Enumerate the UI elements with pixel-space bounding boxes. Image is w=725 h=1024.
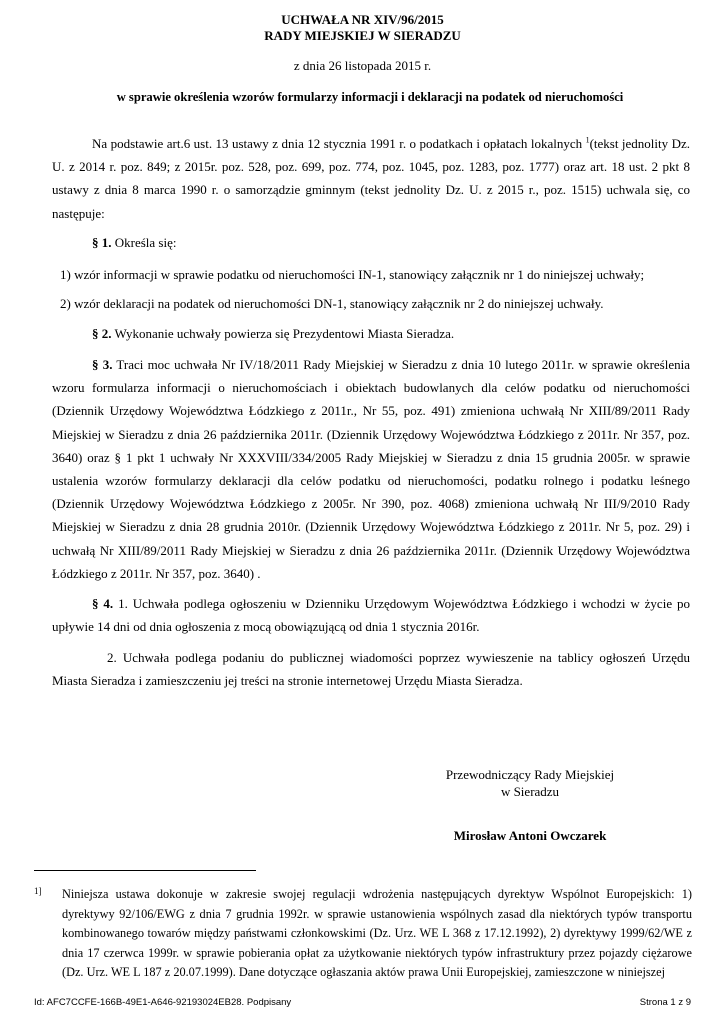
section-3-label: § 3. <box>92 357 113 372</box>
section-2-label: § 2. <box>92 326 112 341</box>
preamble <box>52 132 690 225</box>
resolution-title <box>0 12 725 44</box>
section-1-item-2: 2) wzór deklaracji na podatek od nieruchomości DN-1, stanowiący załącznik nr 2 do niniejszej uchwały. <box>60 296 604 311</box>
section-1-text: Określa się: <box>111 235 177 250</box>
section-1 <box>52 231 690 254</box>
resolution-date: z dnia 26 listopada 2015 r. <box>293 58 432 73</box>
section-3-text: Traci moc uchwała Nr IV/18/2011 Rady Miejskiej w Sieradzu z dnia 10 lutego 2011r. w sprawie określenia wzoru formularza informacji o nieruchomościach i obiektach budowlanych dla celów podatku od nieruchomości (Dziennik Urzędowy Województwa Łódzkiego z 2011r., Nr 55, poz. 491) zmieniona uchwałą Nr XIII/89/2011 Rady Miejskiej w Sieradzu z dnia 26 października 2011r. (Dziennik Urzędowy Województwa Łódzkiego z 2011r. Nr 357, poz. 3640) oraz § 1 pkt 1 uchwały Nr XXXVIII/334/2005 Rady Miejskiej w Sieradzu z dnia 15 grudnia 2005r. w sprawie ustalenia wzorów formularzy deklaracji dla celów podatku od nieruchomości, podatku rolnego i podatku leśnego (Dziennik Urzędowy Województwa Łódzkiego z 2005r. Nr 390, poz. 4068) zmieniona uchwałą Nr III/9/2010 Rady Miejskiej w Sieradzu z dnia 28 grudnia 2010r. (Dziennik Urzędowy Województwa Łódzkiego z 2011r. Nr 5, poz. 29) i uchwałą Nr XIII/89/2011 Rady Miejskiej w Sieradzu z dnia 26 października 2011r. (Dziennik Urzędowy Województwa Łódzkiego z 2011r. Nr 357, poz. 3640) . <box>52 357 691 581</box>
preamble-text-2: (tekst jednolity Dz. U. z 2014 r. poz. 849; z 2015r. poz. 528, poz. 699, poz. 774, poz. 1045, poz. 1283, poz. 1777) oraz art. 18 ust. 2 pkt 8 ustawy z dnia 8 marca 1990 r. o samorządzie gminnym (tekst jednolity Dz. U. z 2015 r., poz. 1515) uchwala się, co następuje: <box>52 136 690 221</box>
signature-role <box>400 766 660 800</box>
footnote <box>34 885 692 983</box>
section-1-item-1: 1) wzór informacji w sprawie podatku od nieruchomości IN-1, stanowiący załącznik nr 1 do niniejszej uchwały; <box>60 267 645 282</box>
page-number: Strona 1 z 9 <box>639 997 691 1008</box>
title-line-2: RADY MIEJSKIEJ W SIERADZU <box>264 28 461 43</box>
section-2 <box>52 322 690 345</box>
footnote-number: 1] <box>34 886 42 896</box>
preamble-text-1: Na podstawie art.6 ust. 13 ustawy z dnia 12 stycznia 1991 r. o podatkach i opłatach lokalnych <box>92 136 586 151</box>
section-4-point-1 <box>52 592 690 638</box>
signatory-name: Mirosław Antoni Owczarek <box>453 828 607 843</box>
section-2-text: Wykonanie uchwały powierza się Prezydentowi Miasta Sieradza. <box>111 326 455 341</box>
section-3 <box>52 353 690 585</box>
section-4-point-2: 2. Uchwała podlega podaniu do publicznej wiadomości poprzez wywieszenie na tablicy ogłoszeń Urzędu Miasta Sieradza i zamieszczeniu jej treści na stronie internetowej Urzędu Miasta Sieradza. <box>52 650 690 689</box>
footnote-divider <box>34 870 256 871</box>
signature-role-line-2: w Sieradzu <box>500 784 560 799</box>
section-4-text-1: 1. Uchwała podlega ogłoszeniu w Dzienniku Urzędowym Województwa Łódzkiego i wchodzi w życie po upływie 14 dni od dnia ogłoszenia z mocą obowiązującą od dnia 1 stycznia 2016r. <box>52 596 690 635</box>
title-line-1: UCHWAŁA NR XIV/96/2015 <box>281 12 444 27</box>
signature-role-line-1: Przewodniczący Rady Miejskiej <box>445 767 615 782</box>
resolution-subject: w sprawie określenia wzorów formularzy informacji i deklaracji na podatek od nieruchomości <box>116 90 624 104</box>
section-4-label: § 4. <box>92 596 114 611</box>
footnote-text: Niniejsza ustawa dokonuje w zakresie swojej regulacji wdrożenia następujących dyrektyw Wspólnot Europejskich: 1) dyrektywy 92/106/EWG z dnia 7 grudnia 1992r. w sprawie ustanowienia wspólnych zasad dla niektórych typów transportu kombinowanego towarów między państwami członkowskimi (Dz. Urz. WE L 368 z 17.12.1992), 2) dyrektywy 1999/62/WE z dnia 17 czerwca 1999r. w sprawie pobierania opłat za użytkowanie niektórych typów infrastruktury przez pojazdy ciężarowe (Dz. Urz. WE L 187 z 20.07.1999). Dane dotyczące ogłaszania aktów prawa Unii Europejskiej, zamieszczone w niniejszej <box>62 887 692 980</box>
footnote-ref[interactable]: 1 <box>585 135 590 145</box>
document-id: Id: AFC7CCFE-166B-49E1-A646-92193024EB28. Podpisany <box>34 997 292 1008</box>
section-1-label: § 1. <box>92 235 112 250</box>
